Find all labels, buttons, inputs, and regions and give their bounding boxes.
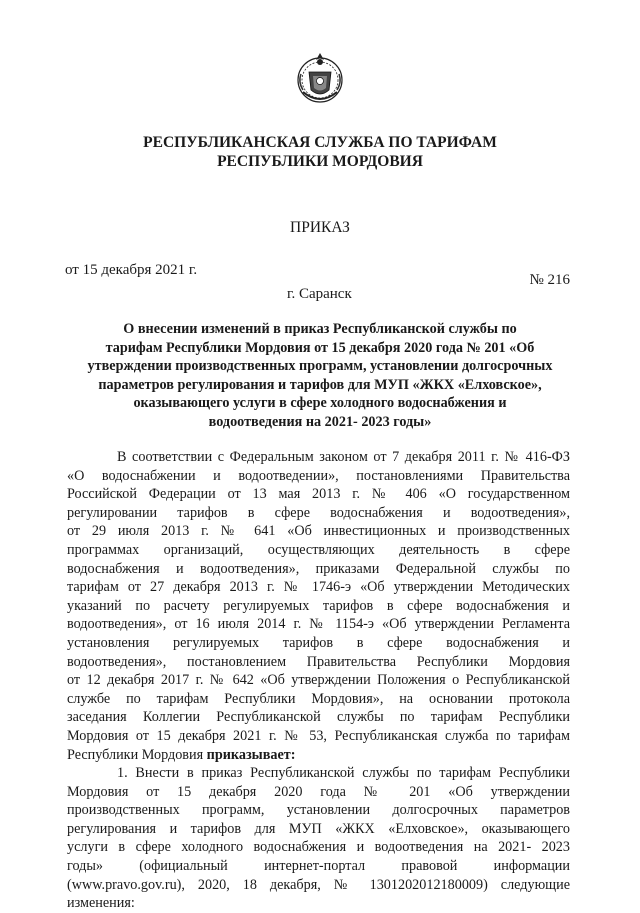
organization-title [0,133,640,171]
subject-line: параметров регулирования и тарифов для МУП «ЖКХ «Елховское», [98,376,542,393]
body-line: регулирования и тарифов для МУП «ЖКХ «Елховское», оказывающего [67,820,570,837]
document-city: г. Саранск [287,286,352,302]
body-line: указаний по расчету регулируемых тарифов в сфере водоснабжения и [67,597,570,614]
body-line: заседания Коллегии Республиканской службы по тарифам Республики [67,709,570,726]
body-line: водоотведения», постановлением Правительства Республики Мордовия [67,653,570,670]
coat-of-arms-emblem [295,50,345,106]
body-line: Мордовия от 15 декабря 2021 г. № 53, Республиканская служба по тарифам [67,727,570,744]
body-line: В соответствии с Федеральным законом от 7 декабря 2011 г. № 416-ФЗ [117,449,570,465]
body-line: регулировании тарифов в сфере водоснабжения и водоотведения», [67,504,570,521]
subject-line: О внесении изменений в приказ Республиканской службы по [123,321,517,337]
body-line: производственных программ, установлении долгосрочных параметров [67,802,570,819]
body-line: водоснабжения и водоотведения», приказами Федеральной службы по [67,560,570,577]
body-line: Мордовия от 15 декабря 2020 года № 201 «Об утверждении [67,783,570,800]
body-line: годы» (официальный интернет-портал правовой информации [67,858,570,875]
body-line: тарифам от 27 декабря 2013 г. № 1746-э «Об утверждении Методических [67,579,570,596]
order-clause-text: Республики Мордовия [67,746,207,763]
subject-line: оказывающего услуги в сфере холодного водоснабжения и [133,395,507,411]
body-line: 1. Внести в приказ Республиканской службы по тарифам Республики [117,765,570,782]
body-line: от 29 июля 2013 г. № 641 «Об инвестиционных и производственных [67,523,570,540]
org-title-line-1: РЕСПУБЛИКАНСКАЯ СЛУЖБА ПО ТАРИФАМ [143,134,497,151]
org-title-line-2: РЕСПУБЛИКИ МОРДОВИЯ [217,153,423,170]
body-line-order-clause [67,746,570,765]
body-line: от 12 декабря 2017 г. № 642 «Об утверждении Положения о Республиканской [67,672,570,689]
body-line: службе по тарифам Республики Мордовия», на основании протокола [67,690,570,707]
body-line: водоотведения», от 16 июля 2014 г. № 1154-э «Об утверждении Регламента [67,616,570,633]
subject-line: тарифам Республики Мордовия от 15 декабря 2020 года № 201 «Об [105,339,535,356]
body-line: (www.pravo.gov.ru), 2020, 18 декабря, № 1301202012180009) следующие [67,876,570,893]
subject-line: утверждении производственных программ, установлении долгосрочных [87,358,553,374]
subject-line: водоотведения на 2021- 2023 годы» [208,413,432,430]
body-line: Российской Федерации от 13 мая 2013 г. № 406 «О государственном [67,486,570,503]
body-line: услуги в сфере холодного водоснабжения и водоотведения на 2021- 2023 [67,839,570,856]
body-line: изменения: [67,895,135,912]
body-line: установления регулируемых тарифов в сфере водоснабжения и [67,634,570,651]
body-line: «О водоснабжении и водоотведении», постановлениями Правительства [67,467,570,484]
body-line: программах организаций, осуществляющих деятельность в сфере [67,541,570,558]
document-number: № 216 [529,272,570,288]
orders-keyword: приказывает: [206,746,296,763]
document-type: ПРИКАЗ [290,219,350,236]
document-date: от 15 декабря 2021 г. [65,262,198,278]
document-body [67,448,570,913]
document-subject [60,320,580,431]
